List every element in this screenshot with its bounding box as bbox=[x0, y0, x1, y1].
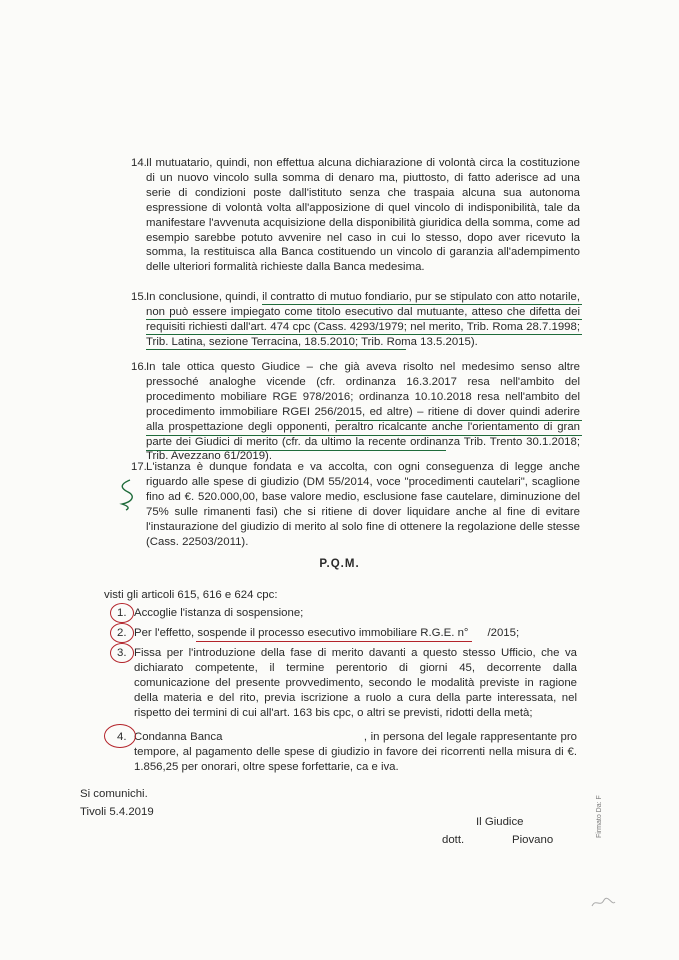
squiggle-mark-icon bbox=[116, 478, 138, 512]
annotation-underline bbox=[146, 334, 582, 335]
paragraph-number: 15. bbox=[131, 291, 147, 303]
item-text: Condanna Banca , in persona del legale rappresentante pro tempore, al pagamento delle spese di giudizio in favore dei ricorrenti nella misura di €. 1.856,25 per onorari, oltre spese forfettarie, ca e iva. bbox=[134, 731, 581, 773]
paragraph-number: 14. bbox=[131, 157, 147, 169]
decision-item-3 bbox=[117, 646, 577, 721]
paragraph-number: 16. bbox=[131, 361, 147, 373]
stamp-mark-icon bbox=[588, 892, 618, 912]
item-number: 3. bbox=[117, 647, 127, 659]
paragraph-text: In tale ottica questo Giudice – che già aveva risolto nel medesimo senso altre pressoché analoghe vicende (cfr. ordinanza 16.3.2017 resa nell'ambito del procedimento mobiliare RGE 978/2016; ordinanza 10.10.2018 resa nell'ambito del procedimento immobiliare RGEI 256/2015, ed altre) – ritiene di dover quindi aderire alla prospettazione degli opponenti, peraltro ricalcante anche l'orientamento di gran parte dei Giudici di merito (cfr. da ultimo la recente ordinanza Trib. Trento 30.1.2018; Trib. Avezzano 61/2019). bbox=[146, 361, 580, 463]
judge-name: Piovano bbox=[512, 834, 554, 846]
paragraph-number: 17. bbox=[131, 461, 147, 473]
paragraph-text: In conclusione, quindi, il contratto di mutuo fondiario, pur se stipulato con atto notarile, non può essere impiegato come titolo esecutivo dal mutuante, atteso che difetta dei requisiti richiesti dall'art. 474 cpc (Cass. 4293/1979; nel merito, Trib. Roma 28.7.1998; Trib. Latina, sezione Terracina, 18.5.2010; Trib. Roma 13.5.2015). bbox=[146, 291, 580, 348]
annotation-circle bbox=[110, 643, 134, 663]
annotation-underline bbox=[146, 450, 446, 451]
decision-item-4 bbox=[117, 730, 581, 775]
item-number: 1. bbox=[117, 607, 127, 619]
paragraph-16 bbox=[131, 360, 580, 464]
place-date: Tivoli 5.4.2019 bbox=[80, 806, 154, 818]
annotation-underline bbox=[146, 349, 406, 350]
annotation-circle bbox=[110, 623, 134, 643]
annotation-underline-red bbox=[196, 641, 472, 642]
digital-signature-stamp: Firmato Da: F bbox=[596, 795, 603, 838]
paragraph-text: L'istanza è dunque fondata e va accolta, con ogni conseguenza di legge anche riguardo alle spese di giudizio (DM 55/2014, voce "procedimenti cautelari", scaglione fino ad €. 520.000,00, base valore medio, esclusione fase cautelare, diminuzione del 75% sulle rimanenti fasi) che si ritiene di dover liquidare anche al fine di evitare l'instaurazione del giudizio di merito al solo fine di ottenere la regolazione delle stesse (Cass. 22503/2011). bbox=[146, 461, 580, 548]
section-heading: P.Q.M. bbox=[319, 558, 360, 570]
paragraph-14 bbox=[131, 156, 580, 275]
annotation-underline bbox=[336, 420, 582, 421]
item-text: Accoglie l'istanza di sospensione; bbox=[134, 607, 304, 619]
item-number: 4. bbox=[117, 731, 127, 743]
communication-note: Si comunichi. bbox=[80, 788, 148, 800]
decision-item-2 bbox=[117, 626, 577, 641]
judge-title: Il Giudice bbox=[476, 816, 524, 828]
item-number: 2. bbox=[117, 627, 127, 639]
annotation-underline bbox=[146, 435, 582, 436]
paragraph-17 bbox=[131, 460, 580, 549]
decision-item-1 bbox=[117, 606, 577, 621]
annotation-circle bbox=[104, 724, 136, 748]
judge-prefix: dott. bbox=[442, 834, 465, 846]
annotation-circle bbox=[110, 603, 134, 623]
articles-intro: visti gli articoli 615, 616 e 624 cpc: bbox=[104, 589, 278, 601]
annotation-underline bbox=[146, 319, 582, 320]
item-text: Fissa per l'introduzione della fase di merito davanti a questo stesso Ufficio, che va dichiarato competente, il termine perentorio di giorni 45, decorrente dalla comunicazione del presente provvedimento, secondo le modalità previste in ragione della materia e del rito, previa iscrizione a ruolo a cura della parte interessata, nel rispetto dei termini di cui all'art. 163 bis cpc, o altri se previsti, ridotti della metà; bbox=[134, 647, 577, 719]
annotation-underline bbox=[262, 304, 582, 305]
item-text: Per l'effetto, sospende il processo esecutivo immobiliare R.G.E. n° /2015; bbox=[134, 627, 520, 639]
paragraph-text: Il mutuatario, quindi, non effettua alcuna dichiarazione di volontà circa la costituzione di un nuovo vincolo sulla somma di denaro ma, piuttosto, di fatto aderisce ad una serie di condizioni poste dall'istituto senza che traspaia alcuna sua autonoma espressione di volontà volta all'apposizione di quel vincolo di indisponibilità, tale da manifestare l'avvenuta acquisizione della disponibilità giuridica della somma, come ad esempio sarebbe potuto avvenire nel caso in cui lo stesso, dopo aver ricevuto la somma, la restituisca alla Banca costituendo un vincolo di garanzia all'adempimento delle ulteriori formalità richieste dalla Banca medesima. bbox=[146, 157, 580, 274]
